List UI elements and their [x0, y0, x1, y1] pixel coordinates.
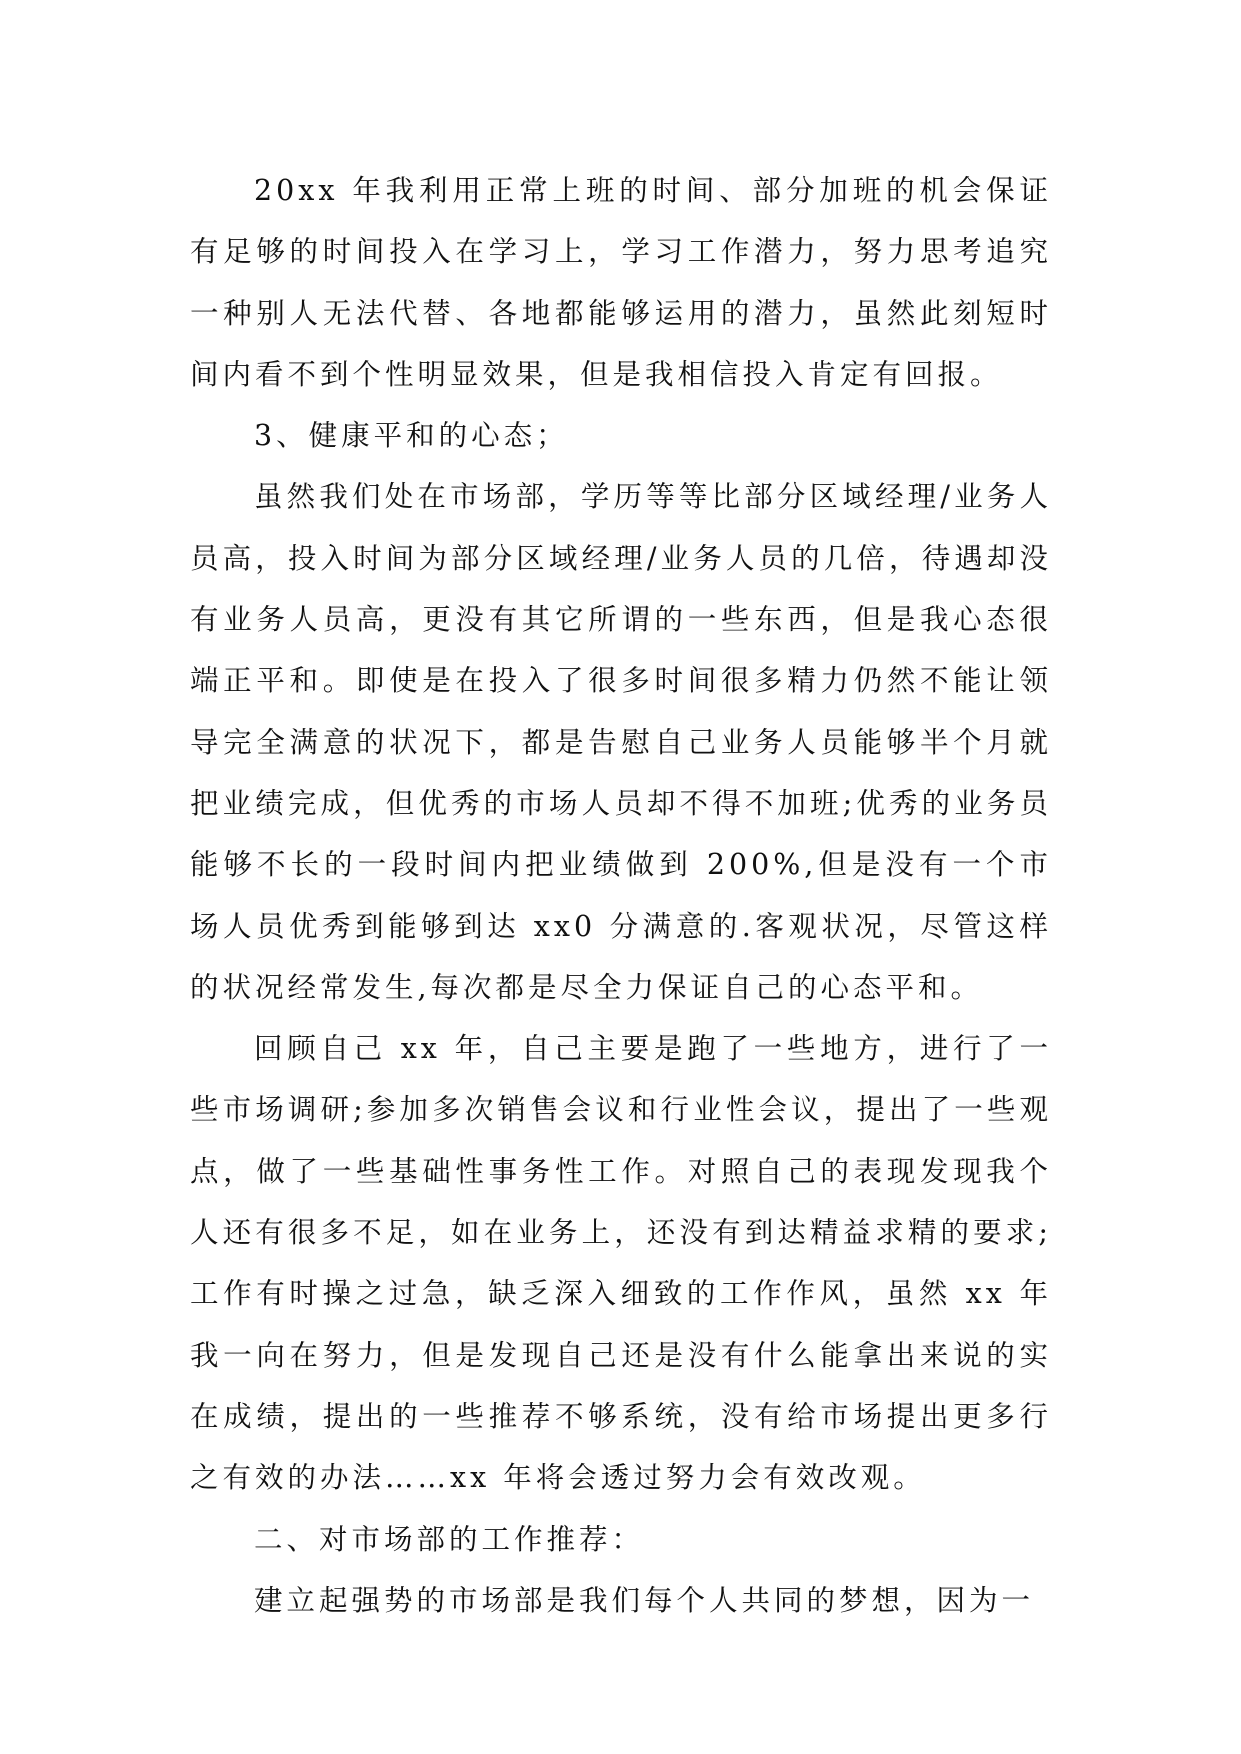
paragraph-mindset: 虽然我们处在市场部，学历等等比部分区域经理/业务人员高，投入时间为部分区域经理/业务人员的几倍，待遇却没有业务人员高，更没有其它所谓的一些东西，但是我心态很端正平和。即使是在投入了很多时间很多精力仍然不能让领导完全满意的状况下，都是告慰自己业务人员能够半个月就把业绩完成，但优秀的市场人员却不得不加班;优秀的业务员能够不长的一段时间内把业绩做到 200%,但是没有一个市场人员优秀到能够到达 xx0 分满意的.客观状况，尽管这样的状况经常发生,每次都是尽全力保证自己的心态平和。	[190, 480, 1052, 1004]
paragraph-strong-market-dept: 建立起强势的市场部是我们每个人共同的梦想，因为一	[254, 1583, 1035, 1617]
heading-recommendations: 二、对市场部的工作推荐：	[254, 1522, 645, 1556]
document-body	[190, 160, 1052, 1631]
paragraph-study-time: 20xx 年我利用正常上班的时间、部分加班的机会保证有足够的时间投入在学习上，学习工作潜力，努力思考追究一种别人无法代替、各地都能够运用的潜力，虽然此刻短时间内看不到个性明显效果，但是我相信投入肯定有回报。	[190, 174, 1052, 391]
heading-healthy-mindset: 3、健康平和的心态；	[254, 419, 569, 453]
paragraph-review: 回顾自己 xx 年，自己主要是跑了一些地方，进行了一些市场调研;参加多次销售会议和行业性会议，提出了一些观点，做了一些基础性事务性工作。对照自己的表现发现我个人还有很多不足，如在业务上，还没有到达精益求精的要求;工作有时操之过急，缺乏深入细致的工作作风，虽然 xx 年我一向在努力，但是发现自己还是没有什么能拿出来说的实在成绩，提出的一些推荐不够系统，没有给市场提出更多行之有效的办法……xx 年将会透过努力会有效改观。	[190, 1032, 1052, 1495]
